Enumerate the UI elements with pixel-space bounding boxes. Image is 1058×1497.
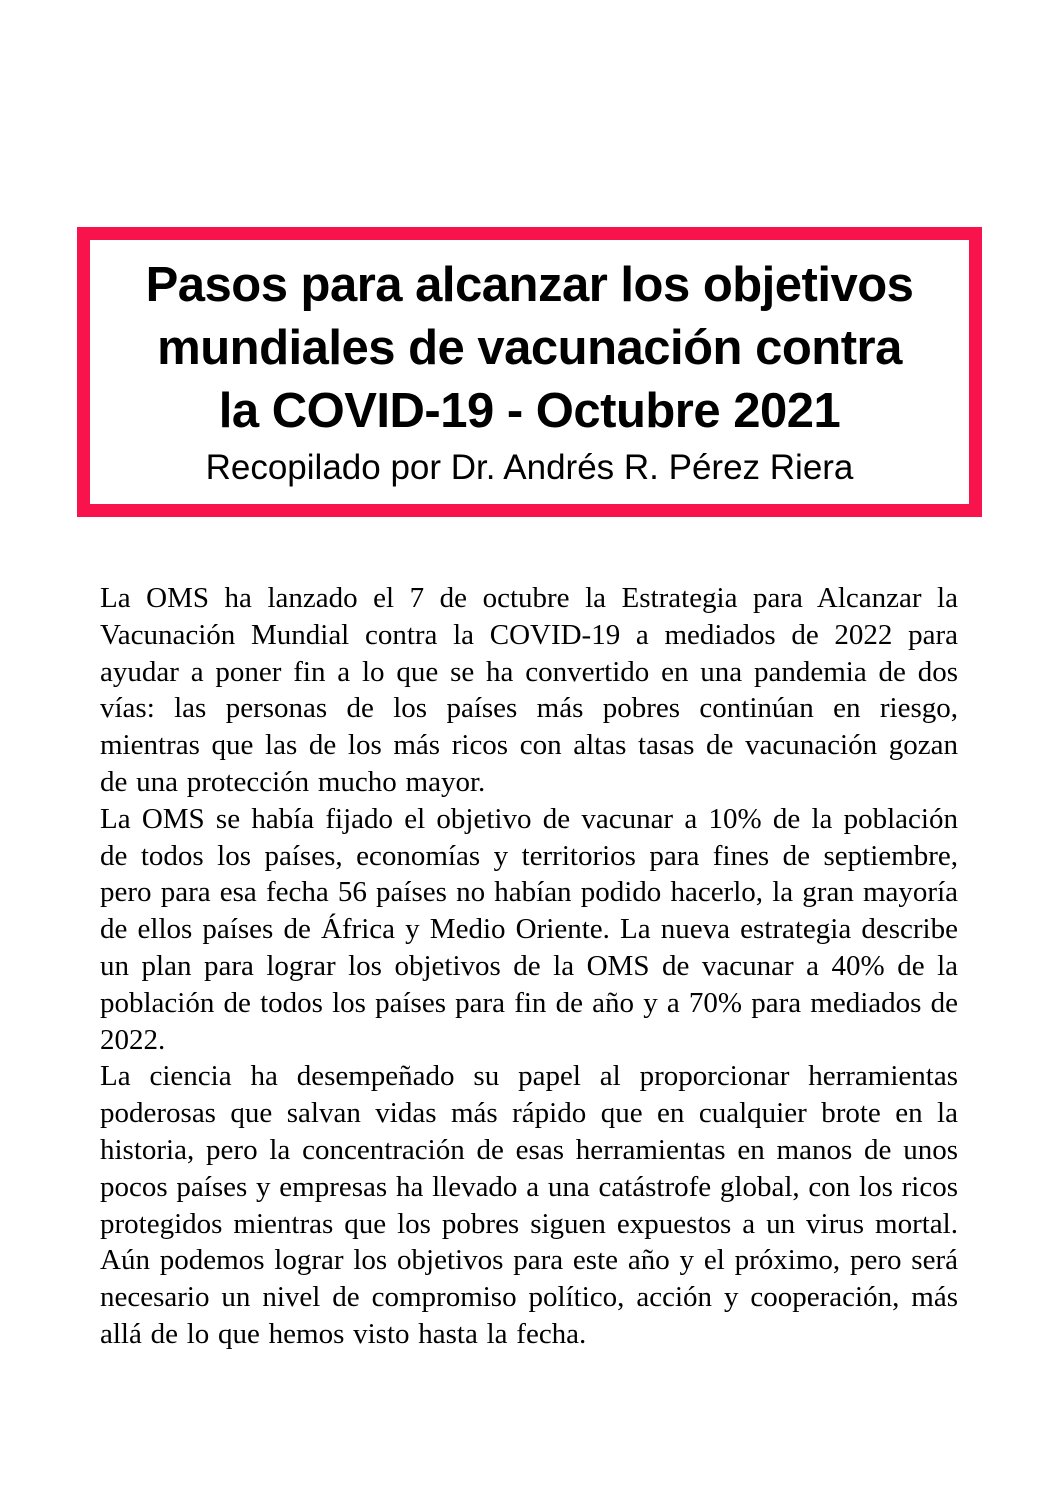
paragraph-2: La OMS se había fijado el objetivo de vacunar a 10% de la población de todos los países, economías y territorios para fines de septiembre, pero para esa fecha 56 países no habían podido hacerlo, la gran mayoría de ellos países de África y Medio Oriente. La nueva estrategia describe un plan para lograr los objetivos de la OMS de vacunar a 40% de la población de todos los países para fin de año y a 70% para mediados de 2022. (100, 802, 958, 1056)
page-title-line-1: Pasos para alcanzar los objetivos (145, 257, 914, 312)
paragraph-1: La OMS ha lanzado el 7 de octubre la Estrategia para Alcanzar la Vacunación Mundial contra la COVID-19 a mediados de 2022 para ayudar a poner fin a lo que se ha convertido en una pandemia de dos vías: las personas de los países más pobres continúan en riesgo, mientras que las de los más ricos con altas tasas de vacunación gozan de una protección mucho mayor. (100, 582, 958, 798)
page-title-line-3: la COVID-19 - Octubre 2021 (218, 383, 841, 438)
document-body (100, 580, 958, 1353)
paragraph-3: La ciencia ha desempeñado su papel al proporcionar herramientas poderosas que salvan vidas más rápido que en cualquier brote en la historia, pero la concentración de esas herramientas en manos de unos pocos países y empresas ha llevado a una catástrofe global, con los ricos protegidos mientras que los pobres siguen expuestos a un virus mortal. Aún podemos lograr los objetivos para este año y el próximo, pero será necesario un nivel de compromiso político, acción y cooperación, más allá de lo que hemos visto hasta la fecha. (100, 1060, 958, 1350)
page-subtitle: Recopilado por Dr. Andrés R. Pérez Riera (205, 447, 854, 487)
title-box (77, 227, 982, 517)
page-title-line-2: mundiales de vacunación contra (157, 320, 902, 375)
